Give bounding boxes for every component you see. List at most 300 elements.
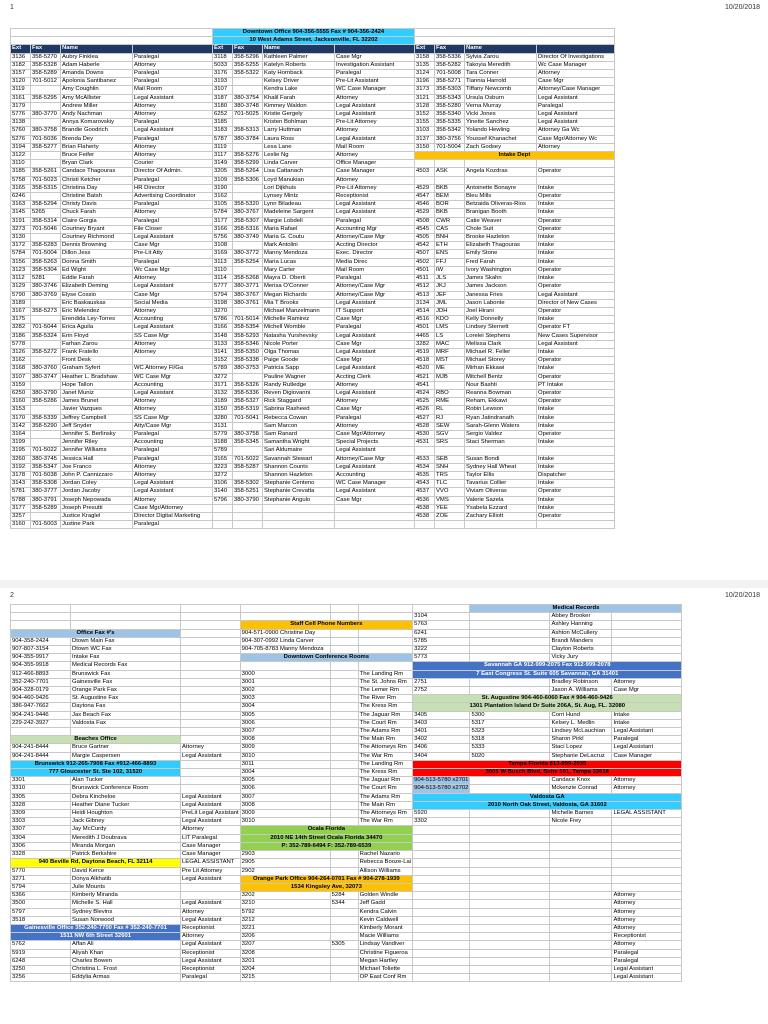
table-cell: Operator bbox=[537, 512, 615, 520]
table-cell: Courtney Bryant bbox=[61, 225, 133, 233]
table-cell: 5333 bbox=[470, 744, 550, 752]
table-row bbox=[11, 646, 682, 654]
table-cell: Paralegal bbox=[133, 258, 213, 266]
table-cell: Michael Storey bbox=[465, 357, 537, 365]
table-row bbox=[11, 406, 615, 414]
table-cell: 358-5347 bbox=[31, 463, 61, 471]
table-cell: 4528 bbox=[415, 422, 435, 430]
table-cell: 3215 bbox=[240, 974, 330, 982]
table-cell: 3145 bbox=[11, 209, 31, 217]
table-cell bbox=[413, 900, 470, 908]
table-cell: 380-3761 bbox=[233, 299, 263, 307]
table-cell: 3002 bbox=[240, 687, 330, 695]
table-cell: BKB bbox=[435, 209, 465, 217]
table-cell: Director Of Investigations bbox=[537, 53, 615, 61]
table-cell: Legal Assistant bbox=[537, 111, 615, 119]
table-cell: 380-3790 bbox=[233, 496, 263, 504]
table-cell: 358-5304 bbox=[31, 266, 61, 274]
table-cell: Betzaida Oliveras-Rios bbox=[465, 201, 537, 209]
table-cell: 358-5307 bbox=[233, 217, 263, 225]
table-cell: Amy Coughlin bbox=[61, 86, 133, 94]
table-cell: Khalil Farah bbox=[263, 94, 335, 102]
table-cell: 5786 bbox=[213, 316, 233, 324]
table-cell: Pre-Lit Atty bbox=[133, 250, 213, 258]
table-cell: Andrew Miller bbox=[61, 102, 133, 110]
table-cell: Paralegal bbox=[612, 949, 682, 957]
table-cell: Attorney/Case Mgr bbox=[335, 234, 415, 242]
table-cell: Sam Ranard bbox=[263, 430, 335, 438]
table-cell: 358-5271 bbox=[435, 78, 465, 86]
table-cell: Pre-Lit Attorney bbox=[335, 184, 415, 192]
table-cell: 2751 bbox=[413, 678, 470, 686]
table-cell: 358-5289 bbox=[31, 70, 61, 78]
table-row bbox=[11, 316, 615, 324]
table-cell: 3007 bbox=[240, 728, 330, 736]
table-cell: Intake bbox=[537, 463, 615, 471]
table-cell: 701-5012 bbox=[31, 78, 61, 86]
table-cell: Attorney bbox=[181, 744, 241, 752]
intake-dept-header: Intake Dept bbox=[415, 152, 615, 160]
table-cell: 5794 bbox=[213, 291, 233, 299]
table-cell: 3282 bbox=[11, 324, 31, 332]
table-cell: 3113 bbox=[213, 258, 233, 266]
table-cell: Candace Thagouras bbox=[61, 168, 133, 176]
table-cell bbox=[31, 340, 61, 348]
table-row bbox=[11, 430, 615, 438]
table-cell bbox=[612, 875, 682, 883]
table-row bbox=[11, 504, 615, 512]
table-cell: 1511 NW 6th Street 32601 bbox=[11, 933, 181, 941]
table-cell: 3189 bbox=[11, 299, 31, 307]
table-cell bbox=[181, 703, 241, 711]
table-cell: 3305 bbox=[11, 793, 71, 801]
table-cell: 358-5261 bbox=[31, 168, 61, 176]
table-cell: Abbey Brooker bbox=[550, 613, 612, 621]
table-cell bbox=[263, 504, 335, 512]
table-cell bbox=[330, 818, 358, 826]
table-cell: 4547 bbox=[415, 193, 435, 201]
table-cell: 3165 bbox=[213, 455, 233, 463]
table-cell: 3152 bbox=[213, 357, 233, 365]
table-cell: 5366 bbox=[11, 892, 71, 900]
table-cell: Dtown Main Fax bbox=[71, 637, 181, 645]
table-cell: 904-241-8444 bbox=[11, 744, 71, 752]
table-cell bbox=[330, 785, 358, 793]
table-cell: Legal Assistant bbox=[612, 974, 682, 982]
table-cell bbox=[233, 143, 263, 151]
table-cell: 3180 bbox=[213, 102, 233, 110]
table-cell: Case Mgr bbox=[335, 496, 415, 504]
table-cell: 4534 bbox=[415, 463, 435, 471]
table-row bbox=[11, 389, 615, 397]
table-cell: 5773 bbox=[413, 654, 470, 662]
table-cell: Operator bbox=[537, 430, 615, 438]
table-cell: 358-5268 bbox=[233, 275, 263, 283]
table-cell: 3183 bbox=[213, 127, 233, 135]
table-row bbox=[11, 736, 682, 744]
table-cell: Attorney bbox=[133, 307, 213, 315]
table-cell bbox=[550, 883, 612, 891]
table-cell: Legal Assistant bbox=[181, 752, 241, 760]
table-cell: Brenda Dey bbox=[61, 135, 133, 143]
table-cell: 380-3769 bbox=[31, 291, 61, 299]
table-cell: Rebecca Cowan bbox=[263, 414, 335, 422]
table-cell bbox=[31, 381, 61, 389]
table-cell: Attorney bbox=[612, 900, 682, 908]
table-cell: 3328 bbox=[11, 801, 71, 809]
table-row bbox=[11, 512, 615, 520]
table-cell: 5797 bbox=[11, 908, 71, 916]
table-cell: 5770 bbox=[11, 867, 71, 875]
table-cell: Case Mgr bbox=[335, 357, 415, 365]
table-cell bbox=[415, 160, 435, 168]
page-number: 1 bbox=[10, 4, 14, 11]
table-cell bbox=[470, 678, 550, 686]
table-cell: Attorney bbox=[335, 381, 415, 389]
table-cell bbox=[11, 613, 71, 621]
table-cell: Attorney bbox=[612, 678, 682, 686]
table-cell: Bruce Feifer bbox=[61, 152, 133, 160]
table-cell: BEM bbox=[435, 193, 465, 201]
table-row bbox=[11, 916, 682, 924]
table-cell: 3282 bbox=[415, 340, 435, 348]
table-cell: MST bbox=[435, 357, 465, 365]
table-row bbox=[11, 143, 615, 151]
table-cell: Erica Aguila bbox=[61, 324, 133, 332]
table-row bbox=[11, 242, 615, 250]
table-cell: 3110 bbox=[213, 266, 233, 274]
table-cell: Maria Lucas bbox=[263, 258, 335, 266]
table-cell: 3130 bbox=[11, 234, 31, 242]
table-row bbox=[11, 414, 615, 422]
table-cell bbox=[31, 160, 61, 168]
table-cell: Christina Day bbox=[61, 184, 133, 192]
table-cell: Investigation Assistant bbox=[335, 61, 415, 69]
table-cell: 3104 bbox=[413, 613, 470, 621]
table-row bbox=[11, 793, 682, 801]
table-row bbox=[11, 496, 615, 504]
table-cell: 701-5038 bbox=[31, 471, 61, 479]
table-cell: 904-513-5780 x2702 bbox=[414, 785, 469, 792]
table-cell: 4501 bbox=[415, 266, 435, 274]
table-cell: Stephanie Centeno bbox=[263, 480, 335, 488]
table-row bbox=[11, 810, 682, 818]
table-cell: 3156 bbox=[11, 258, 31, 266]
table-cell: Paralegal bbox=[133, 201, 213, 209]
table-cell bbox=[181, 695, 241, 703]
table-cell bbox=[470, 621, 550, 629]
table-cell: Attorney bbox=[612, 908, 682, 916]
table-cell: 3190 bbox=[213, 184, 233, 192]
table-cell: 358-5296 bbox=[233, 53, 263, 61]
table-cell: Special Projects bbox=[335, 439, 415, 447]
table-cell: 3280 bbox=[213, 414, 233, 422]
table-cell: 904-241-8444 bbox=[11, 752, 71, 760]
table-cell: 358-5290 bbox=[31, 422, 61, 430]
table-cell: 380-3772 bbox=[233, 250, 263, 258]
table-cell bbox=[330, 736, 358, 744]
table-cell bbox=[465, 176, 537, 184]
table-cell bbox=[330, 719, 358, 727]
table-cell: MJB bbox=[435, 373, 465, 381]
table-cell: Case Mgr bbox=[133, 291, 213, 299]
table-cell: Intake bbox=[537, 439, 615, 447]
table-cell: Accounting Mgr bbox=[335, 225, 415, 233]
table-cell: Kelsey L. Medlin bbox=[550, 719, 612, 727]
table-cell: 3223 bbox=[213, 463, 233, 471]
table-cell: Sharon Pirkl bbox=[550, 736, 612, 744]
table-cell: Lori Dijkhuis bbox=[263, 184, 335, 192]
table-cell: 3192 bbox=[11, 463, 31, 471]
table-cell: 5305 bbox=[330, 941, 358, 949]
table-cell: Legal Assistant bbox=[537, 291, 615, 299]
table-cell: Legal Assistant bbox=[537, 119, 615, 127]
table-cell: Paralegal bbox=[612, 736, 682, 744]
table-cell: Michelle Ramirez bbox=[263, 316, 335, 324]
table-row bbox=[11, 637, 682, 645]
table-cell: Eric Baskauskas bbox=[61, 299, 133, 307]
table-cell: 4531 bbox=[415, 439, 435, 447]
table-cell: Meredith J Doubrava bbox=[71, 834, 181, 842]
table-cell: Attorney bbox=[133, 275, 213, 283]
table-cell: 3128 bbox=[415, 102, 435, 110]
table-cell: Mail Room bbox=[335, 266, 415, 274]
table-row bbox=[11, 168, 615, 176]
table-cell bbox=[415, 176, 435, 184]
table-cell bbox=[413, 859, 470, 867]
table-cell: 358-5270 bbox=[31, 53, 61, 61]
table-cell: Receptionist bbox=[612, 933, 682, 941]
table-cell bbox=[330, 769, 358, 777]
table-cell: Christine Batsh bbox=[61, 193, 133, 201]
table-cell: Stephanie Crevatta bbox=[263, 488, 335, 496]
table-cell: 3009 bbox=[240, 744, 330, 752]
table-cell: 3103 bbox=[415, 127, 435, 135]
table-cell: 5779 bbox=[213, 430, 233, 438]
table-cell: Loyd Manukian bbox=[263, 176, 335, 184]
table-cell: 3162 bbox=[11, 357, 31, 365]
table-cell bbox=[181, 678, 241, 686]
table-cell: Takoyia Meredith bbox=[465, 61, 537, 69]
table-cell: 3196 bbox=[415, 78, 435, 86]
table-cell: Gainesville Fax bbox=[71, 678, 181, 686]
table-cell: 904-705-8783 Manny Mendoza bbox=[240, 646, 330, 654]
table-cell: 3133 bbox=[213, 340, 233, 348]
table-cell: 3138 bbox=[11, 119, 31, 127]
table-cell bbox=[31, 193, 61, 201]
table-cell: The War Rm bbox=[358, 818, 412, 826]
table-cell: Maria G. Coutu bbox=[263, 234, 335, 242]
table-cell: Attorney bbox=[133, 102, 213, 110]
table-cell bbox=[435, 447, 465, 455]
table-cell: 904-355-9918 bbox=[11, 662, 71, 670]
table-cell: 3176 bbox=[213, 70, 233, 78]
table-row bbox=[11, 86, 615, 94]
table-cell: Donya Alkhatib bbox=[71, 875, 181, 883]
table-cell: Jennifer Williams bbox=[61, 447, 133, 455]
table-cell: 5344 bbox=[330, 900, 358, 908]
table-cell bbox=[181, 719, 241, 727]
table-cell: 3118 bbox=[213, 53, 233, 61]
table-cell bbox=[31, 86, 61, 94]
table-cell: 3114 bbox=[213, 275, 233, 283]
table-row bbox=[11, 381, 615, 389]
table-cell: Director of New Cases bbox=[537, 299, 615, 307]
table-cell: 701-5025 bbox=[233, 111, 263, 119]
table-cell bbox=[413, 892, 470, 900]
table-cell: Legal Assistant bbox=[335, 135, 415, 143]
table-cell: 5284 bbox=[330, 892, 358, 900]
table-cell: 380-3746 bbox=[31, 283, 61, 291]
table-cell: St. Augustine 904-460-6060 Fax # 904-460-9426 bbox=[413, 695, 682, 703]
table-row bbox=[11, 834, 682, 842]
table-cell: Case Mgr/Attorney bbox=[335, 430, 415, 438]
table-cell: 358-5339 bbox=[31, 414, 61, 422]
table-cell: 3010 bbox=[240, 818, 330, 826]
table-cell bbox=[330, 867, 358, 875]
table-cell: Attorney bbox=[133, 496, 213, 504]
table-cell: JEF bbox=[435, 291, 465, 299]
table-cell: Attorney bbox=[133, 463, 213, 471]
table-cell: Dennis Browning bbox=[61, 242, 133, 250]
table-cell bbox=[612, 629, 682, 637]
table-cell: Reham, Ekkawi bbox=[465, 398, 537, 406]
table-cell: SGV bbox=[435, 430, 465, 438]
table-cell: Sari Aldumaire bbox=[263, 447, 335, 455]
table-cell: LMS bbox=[435, 324, 465, 332]
table-cell bbox=[181, 892, 241, 900]
table-cell bbox=[213, 521, 233, 529]
table-cell: Kimberly Morant bbox=[358, 924, 412, 932]
table-cell: Fred Farah bbox=[465, 258, 537, 266]
table-cell: VMS bbox=[435, 496, 465, 504]
table-cell bbox=[413, 957, 470, 965]
table-cell: Eric Melendez bbox=[61, 307, 133, 315]
table-row bbox=[11, 324, 615, 332]
table-cell bbox=[330, 974, 358, 982]
table-cell: 5919 bbox=[11, 949, 71, 957]
table-cell: 3140 bbox=[213, 488, 233, 496]
table-cell bbox=[181, 883, 241, 891]
table-row bbox=[11, 471, 615, 479]
table-cell: Legal Assistant bbox=[181, 801, 241, 809]
table-cell: RL bbox=[435, 406, 465, 414]
table-cell: 3105 bbox=[213, 201, 233, 209]
table-cell: LEGAL ASSISTANT bbox=[612, 810, 682, 818]
table-row bbox=[11, 488, 615, 496]
table-cell bbox=[550, 916, 612, 924]
table-cell bbox=[213, 512, 233, 520]
table-cell: 3304 bbox=[11, 834, 71, 842]
table-row bbox=[11, 455, 615, 463]
table-cell: Claire Gorgia bbox=[61, 217, 133, 225]
table-cell: 3403 bbox=[413, 719, 470, 727]
table-cell: 358-5346 bbox=[233, 340, 263, 348]
table-cell: The Court Rm bbox=[358, 719, 412, 727]
table-cell bbox=[470, 867, 550, 875]
table-row bbox=[11, 769, 682, 777]
table-cell: 358-5314 bbox=[31, 217, 61, 225]
table-cell: 3136 bbox=[11, 53, 31, 61]
table-cell: Christy Davis bbox=[61, 201, 133, 209]
table-cell: Intake bbox=[537, 184, 615, 192]
table-cell: Javier Vazques bbox=[61, 406, 133, 414]
table-cell: Valerie Sazela bbox=[465, 496, 537, 504]
table-cell: Paralegal bbox=[133, 53, 213, 61]
table-cell bbox=[470, 613, 550, 621]
table-cell: The Landing Rm bbox=[358, 760, 412, 768]
table-cell: Brunswick 912-265-7908 Fax #912-466-8893 bbox=[11, 760, 181, 768]
table-cell: Attorney bbox=[335, 176, 415, 184]
table-cell: SEW bbox=[435, 422, 465, 430]
table-cell: Ysabela Ezzard bbox=[465, 504, 537, 512]
table-cell: 3119 bbox=[213, 143, 233, 151]
table-cell: RJ bbox=[435, 414, 465, 422]
table-cell: Case Mgr bbox=[133, 242, 213, 250]
table-cell: 358-5345 bbox=[233, 439, 263, 447]
table-cell: 2010 North Oak Street, Valdosta, GA 31602 bbox=[413, 801, 682, 809]
table-cell bbox=[470, 810, 550, 818]
table-cell: Legal Assistant bbox=[537, 340, 615, 348]
table-cell: 358-5335 bbox=[435, 119, 465, 127]
table-cell: JLS bbox=[435, 275, 465, 283]
table-row bbox=[11, 266, 615, 274]
table-cell: Mirhan Ekkawi bbox=[465, 365, 537, 373]
table-cell: File Closer bbox=[133, 225, 213, 233]
table-cell: Attorney bbox=[133, 111, 213, 119]
table-cell: 3186 bbox=[11, 332, 31, 340]
table-cell: 3122 bbox=[11, 152, 31, 160]
table-cell bbox=[233, 471, 263, 479]
table-cell bbox=[358, 629, 412, 637]
table-cell: 3143 bbox=[11, 480, 31, 488]
table-cell: 6250 bbox=[11, 389, 31, 397]
table-cell bbox=[470, 777, 550, 785]
table-cell: 3119 bbox=[11, 86, 31, 94]
table-cell: Downtown Conference Rooms bbox=[240, 654, 412, 662]
table-cell: 4538 bbox=[415, 504, 435, 512]
table-cell bbox=[470, 916, 550, 924]
table-cell: Beaches Office bbox=[11, 736, 181, 744]
table-cell: 358-5264 bbox=[233, 168, 263, 176]
table-cell: Attorney bbox=[335, 152, 415, 160]
table-cell: Intake bbox=[537, 455, 615, 463]
table-cell bbox=[330, 933, 358, 941]
table-cell bbox=[330, 851, 358, 859]
table-cell: Mark Antolini bbox=[263, 242, 335, 250]
table-cell bbox=[181, 646, 241, 654]
table-cell bbox=[181, 785, 241, 793]
table-cell bbox=[612, 613, 682, 621]
table-cell: Legal Assistant bbox=[335, 463, 415, 471]
table-cell: 3150 bbox=[213, 406, 233, 414]
table-cell: Courtney Richmond bbox=[61, 234, 133, 242]
table-cell: Margie Lobdell bbox=[263, 217, 335, 225]
table-cell: 3008 bbox=[240, 801, 330, 809]
table-cell bbox=[233, 521, 263, 529]
table-cell: Randy Rutledge bbox=[263, 381, 335, 389]
table-cell: 4513 bbox=[415, 291, 435, 299]
table-cell: Elizabeth Thagouras bbox=[465, 242, 537, 250]
table-cell: 358-5316 bbox=[233, 225, 263, 233]
table-cell: 3153 bbox=[11, 406, 31, 414]
table-cell bbox=[612, 883, 682, 891]
table-cell: 3170 bbox=[11, 414, 31, 422]
table-cell: Brooke Hazleton bbox=[465, 234, 537, 242]
table-cell: 3005 bbox=[240, 777, 330, 785]
table-cell: 3112 bbox=[11, 275, 31, 283]
table-cell: John P. Cannizzaro bbox=[61, 471, 133, 479]
